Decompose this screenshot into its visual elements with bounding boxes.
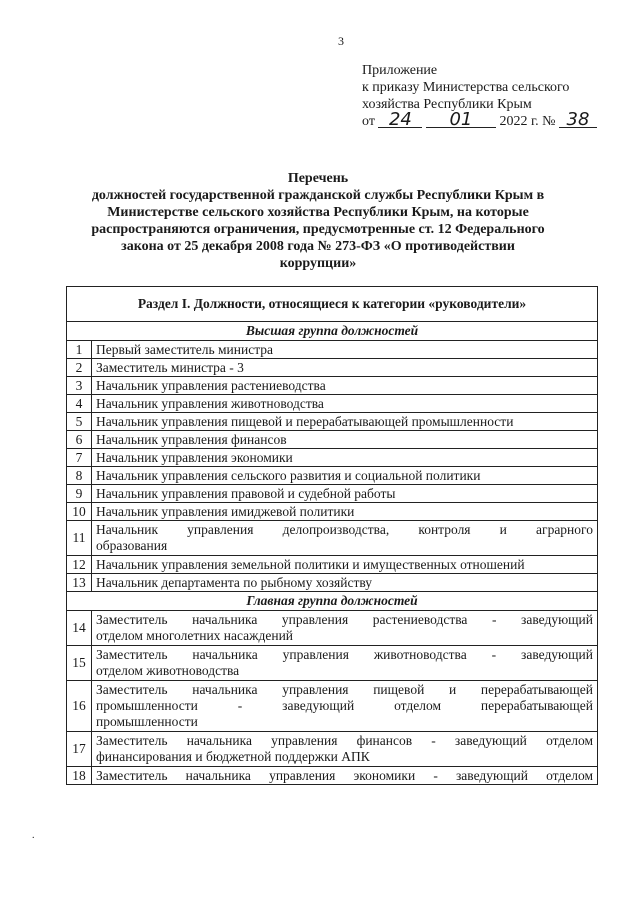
year-text: 2022 г. № xyxy=(499,114,556,129)
row-text: Начальник департамента по рыбному хозяйству xyxy=(92,574,598,592)
handwritten-month: 01 xyxy=(426,113,496,128)
row-text-line: Заместитель начальника управления растениеводства - заведующий xyxy=(96,612,593,627)
table-row xyxy=(67,377,598,395)
row-text-line: Заместитель начальника управления экономики - заведующий отделом xyxy=(96,767,593,783)
table-row xyxy=(67,732,598,767)
table-row xyxy=(67,521,598,556)
appendix-date-line xyxy=(362,109,597,130)
row-text-line: Заместитель начальника управления животноводства - заведующий xyxy=(96,647,593,662)
table-row xyxy=(67,646,598,681)
title-line: коррупции» xyxy=(279,256,357,271)
row-number: 11 xyxy=(67,521,92,556)
row-number: 16 xyxy=(67,681,92,732)
row-number: 9 xyxy=(67,485,92,503)
page-number: 3 xyxy=(338,34,344,48)
row-number: 3 xyxy=(67,377,92,395)
section-header-row xyxy=(67,287,598,322)
table-row xyxy=(67,341,598,359)
row-number: 10 xyxy=(67,503,92,521)
row-number: 17 xyxy=(67,732,92,767)
row-text xyxy=(92,646,598,681)
row-text-line: образования xyxy=(96,538,168,553)
row-text: Начальник управления земельной политики и имущественных отношений xyxy=(92,556,598,574)
positions-table xyxy=(66,286,598,785)
title-line: Перечень xyxy=(287,171,349,186)
row-number: 18 xyxy=(67,767,92,785)
table-row xyxy=(67,556,598,574)
group-header-highest: Высшая группа должностей xyxy=(67,322,598,341)
row-text-line: Заместитель начальника управления пищевой и перерабатывающей xyxy=(96,682,593,697)
handwritten-day: 24 xyxy=(378,113,422,128)
group-header-row xyxy=(67,592,598,611)
document-title xyxy=(68,170,568,272)
row-number: 12 xyxy=(67,556,92,574)
appendix-line: Приложение xyxy=(362,63,438,78)
section-header: Раздел I. Должности, относящиеся к категории «руководители» xyxy=(67,287,598,322)
row-text: Начальник управления правовой и судебной работы xyxy=(92,485,598,503)
table-row xyxy=(67,359,598,377)
row-text: Начальник управления имиджевой политики xyxy=(92,503,598,521)
table-row xyxy=(67,611,598,646)
row-text xyxy=(92,681,598,732)
stray-mark: . xyxy=(32,830,35,841)
table-row xyxy=(67,395,598,413)
row-number: 7 xyxy=(67,449,92,467)
row-number: 14 xyxy=(67,611,92,646)
group-header-main: Главная группа должностей xyxy=(67,592,598,611)
table-row xyxy=(67,449,598,467)
row-text: Заместитель министра - 3 xyxy=(92,359,598,377)
row-text xyxy=(92,611,598,646)
row-text: Начальник управления сельского развития и социальной политики xyxy=(92,467,598,485)
table-row xyxy=(67,503,598,521)
row-text: Начальник управления растениеводства xyxy=(92,377,598,395)
row-text: Первый заместитель министра xyxy=(92,341,598,359)
table-row xyxy=(67,681,598,732)
table-row xyxy=(67,431,598,449)
row-number: 15 xyxy=(67,646,92,681)
title-line: Министерстве сельского хозяйства Республики Крым, на которые xyxy=(107,205,529,220)
table-row xyxy=(67,485,598,503)
handwritten-order-number: 38 xyxy=(559,113,597,128)
row-text: Начальник управления экономики xyxy=(92,449,598,467)
row-number: 8 xyxy=(67,467,92,485)
row-text-line: промышленности - заведующий отделом перерабатывающей xyxy=(96,698,593,713)
row-text-line: отделом многолетних насаждений xyxy=(96,628,294,643)
date-prefix: от xyxy=(362,114,375,129)
title-line: должностей государственной гражданской службы Республики Крым в xyxy=(91,188,545,203)
appendix-line: к приказу Министерства сельского xyxy=(362,80,570,95)
row-text: Начальник управления пищевой и перерабатывающей промышленности xyxy=(92,413,598,431)
row-number: 13 xyxy=(67,574,92,592)
row-text-line: Заместитель начальника управления финансов - заведующий отделом xyxy=(96,733,593,748)
appendix-line: хозяйства Республики Крым xyxy=(362,97,532,112)
group-header-row xyxy=(67,322,598,341)
table-row xyxy=(67,574,598,592)
table-row xyxy=(67,413,598,431)
row-text: Начальник управления финансов xyxy=(92,431,598,449)
title-line: закона от 25 декабря 2008 года № 273-ФЗ «О противодействии xyxy=(121,239,515,254)
row-text-line: Начальник управления делопроизводства, контроля и аграрного xyxy=(96,522,593,537)
row-number: 2 xyxy=(67,359,92,377)
row-text-line: финансирования и бюджетной поддержки АПК xyxy=(96,749,370,764)
appendix-block xyxy=(362,62,597,130)
row-text xyxy=(92,521,598,556)
row-text: Начальник управления животноводства xyxy=(92,395,598,413)
row-text-line: отделом животноводства xyxy=(96,663,240,678)
title-line: распространяются ограничения, предусмотренные ст. 12 Федерального xyxy=(91,222,545,237)
row-number: 5 xyxy=(67,413,92,431)
row-number: 4 xyxy=(67,395,92,413)
row-number: 6 xyxy=(67,431,92,449)
row-text xyxy=(92,732,598,767)
row-text xyxy=(92,767,598,785)
row-number: 1 xyxy=(67,341,92,359)
table-row xyxy=(67,467,598,485)
row-text-line: промышленности xyxy=(96,714,198,729)
table-row xyxy=(67,767,598,785)
